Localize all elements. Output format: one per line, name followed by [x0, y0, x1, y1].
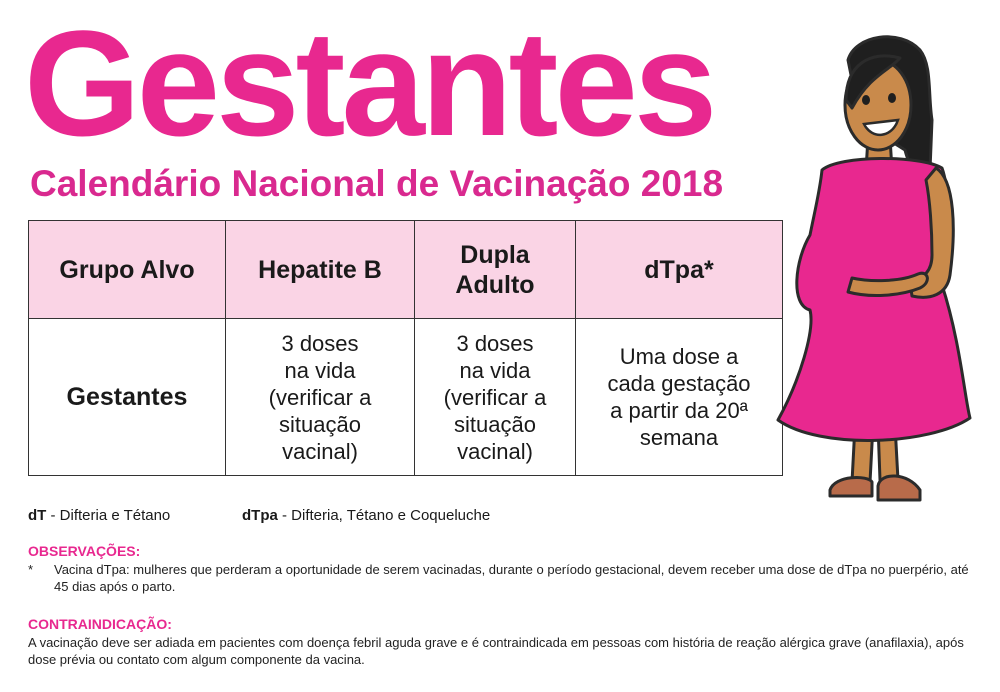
cell-dtpa: Uma dose a cada gestação a partir da 20ª semana [576, 319, 783, 476]
legend-dtpa [242, 507, 490, 525]
cell-hepatite-b: 3 doses na vida (verificar a situação vacinal) [226, 319, 415, 476]
cell-group: Gestantes [29, 319, 226, 476]
observations-title: OBSERVAÇÕES: [28, 543, 141, 559]
cell-dupla-adulto: 3 doses na vida (verificar a situação vacinal) [415, 319, 576, 476]
header-cell-hepatite-b: Hepatite B [226, 221, 415, 319]
page-title: Gestantes [24, 0, 714, 167]
contraindication-title: CONTRAINDICAÇÃO: [28, 616, 172, 632]
legend-dt-abbr: dT [28, 507, 47, 524]
table-header-row [29, 221, 783, 319]
header-cell-grupo-alvo: Grupo Alvo [29, 221, 226, 319]
vaccination-table [28, 220, 783, 476]
observations-marker: * [28, 562, 34, 577]
legend-dtpa-text: - Difteria, Tétano e Coqueluche [277, 507, 491, 524]
legend-dt-text: - Difteria e Tétano [46, 507, 171, 524]
contraindication-text: A vacinação deve ser adiada em pacientes com doença febril aguda grave e é contraindicada em pessoas com história de reação alérgica grave (anafilaxia), após dose prévia ou contato com algum componente da vacina. [28, 635, 964, 667]
page-subtitle: Calendário Nacional de Vacinação 2018 [30, 163, 724, 204]
table-row [29, 319, 783, 476]
observations-text: Vacina dTpa: mulheres que perderam a oportunidade de serem vacinadas, durante o período gestacional, devem receber uma dose de dTpa no puerpério, até 45 dias após o parto. [54, 562, 969, 594]
legend-dtpa-abbr: dTpa [242, 507, 278, 524]
header-cell-dupla-adulto: Dupla Adulto [415, 221, 576, 319]
pregnant-woman-illustration [760, 20, 990, 520]
legend-dt [28, 507, 170, 525]
header-cell-dtpa: dTpa* [576, 221, 783, 319]
